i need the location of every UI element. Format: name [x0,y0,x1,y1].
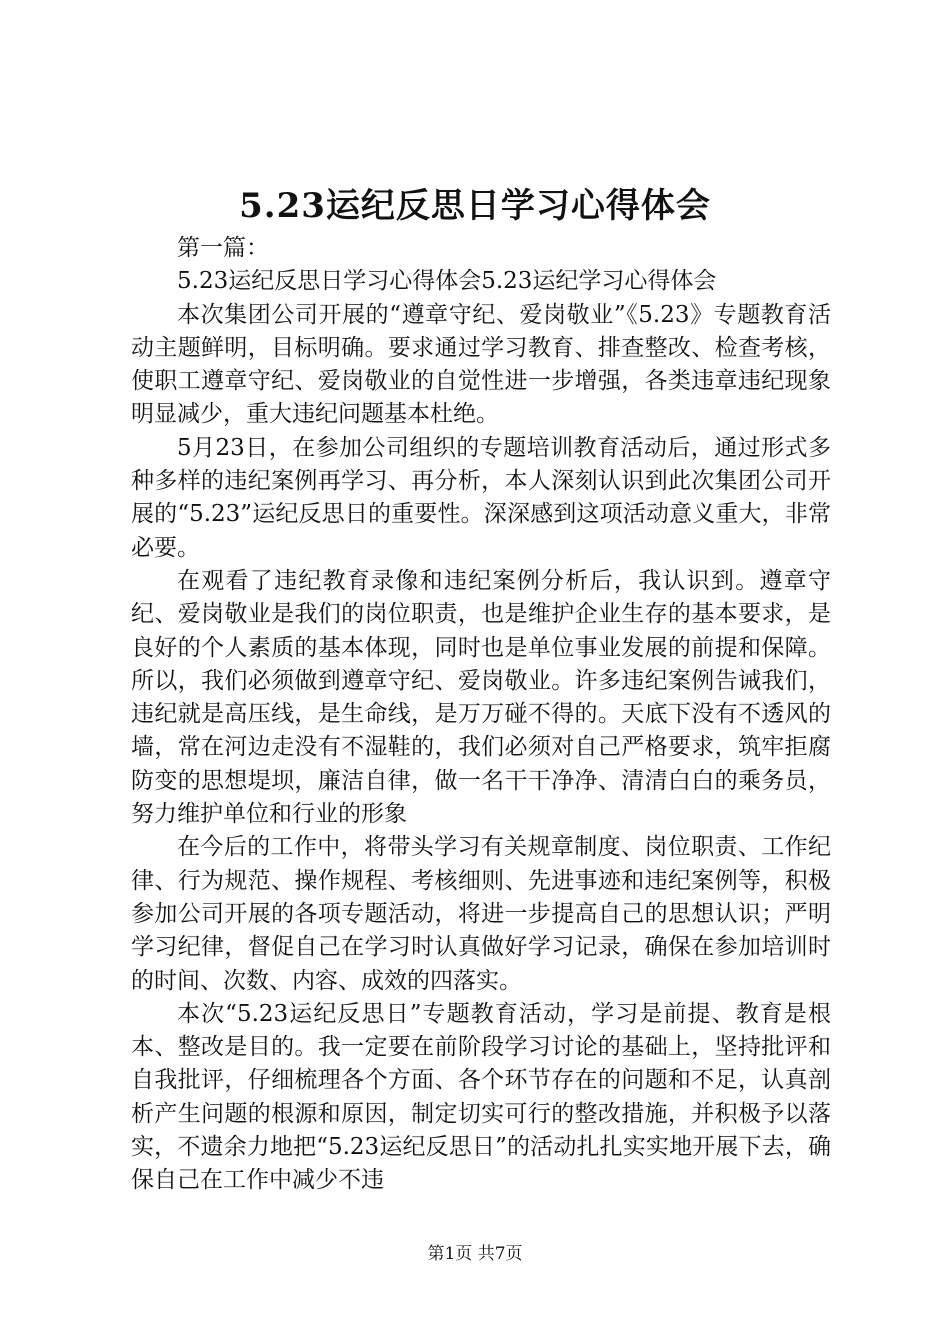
section-label: 第一篇： [177,235,269,261]
paragraph: 5月23日，在参加公司组织的专题培训教育活动后，通过形式多种多样的违纪案例再学习、再分析，本人深刻认识到此次集团公司开展的“5.23”运纪反思日的重要性。深深感到这项活动意义重大，非常必要。 [131,434,831,561]
document-body [131,232,831,1198]
document-title: 5.23运纪反思日学习心得体会 [239,186,711,226]
paragraph: 本次“5.23运纪反思日”专题教育活动，学习是前提、教育是根本、整改是目的。我一定要在前阶段学习讨论的基础上，坚持批评和自我批评，仔细梳理各个方面、各个环节存在的问题和不足，认真剖析产生问题的根源和原因，制定切实可行的整改措施，并积极予以落实，不遗余力地把“5.23运纪反思日”的活动扎扎实实地开展下去，确保自己在工作中减少不违 [131,1000,831,1194]
paragraph: 本次集团公司开展的“遵章守纪、爱岗敬业”《5.23》专题教育活动主题鲜明，目标明确。要求通过学习教育、排查整改、检查考核，使职工遵章守纪、爱岗敬业的自觉性进一步增强，各类违章违纪现象明显减少，重大违纪问题基本杜绝。 [131,301,831,428]
paragraph: 在今后的工作中，将带头学习有关规章制度、岗位职责、工作纪律、行为规范、操作规程、考核细则、先进事迹和违纪案例等，积极参加公司开展的各项专题活动，将进一步提高自己的思想认识；严明学习纪律，督促自己在学习时认真做好学习记录，确保在参加培训时的时间、次数、内容、成效的四落实。 [131,834,831,994]
page-indicator: 第1页 共7页 [427,1244,523,1264]
section-subtitle: 5.23运纪反思日学习心得体会5.23运纪学习心得体会 [177,268,717,295]
paragraph: 在观看了违纪教育录像和违纪案例分析后，我认识到。遵章守纪、爱岗敬业是我们的岗位职责，也是维护企业生存的基本要求，是良好的个人素质的基本体现，同时也是单位事业发展的前提和保障。所以，我们必须做到遵章守纪、爱岗敬业。许多违纪案例告诫我们，违纪就是高压线，是生命线，是万万碰不得的。天底下没有不透风的墙，常在河边走没有不湿鞋的，我们必须对自己严格要求，筑牢拒腐防变的思想堤坝，廉洁自律，做一名干干净净、清清白白的乘务员，努力维护单位和行业的形象 [131,567,831,828]
